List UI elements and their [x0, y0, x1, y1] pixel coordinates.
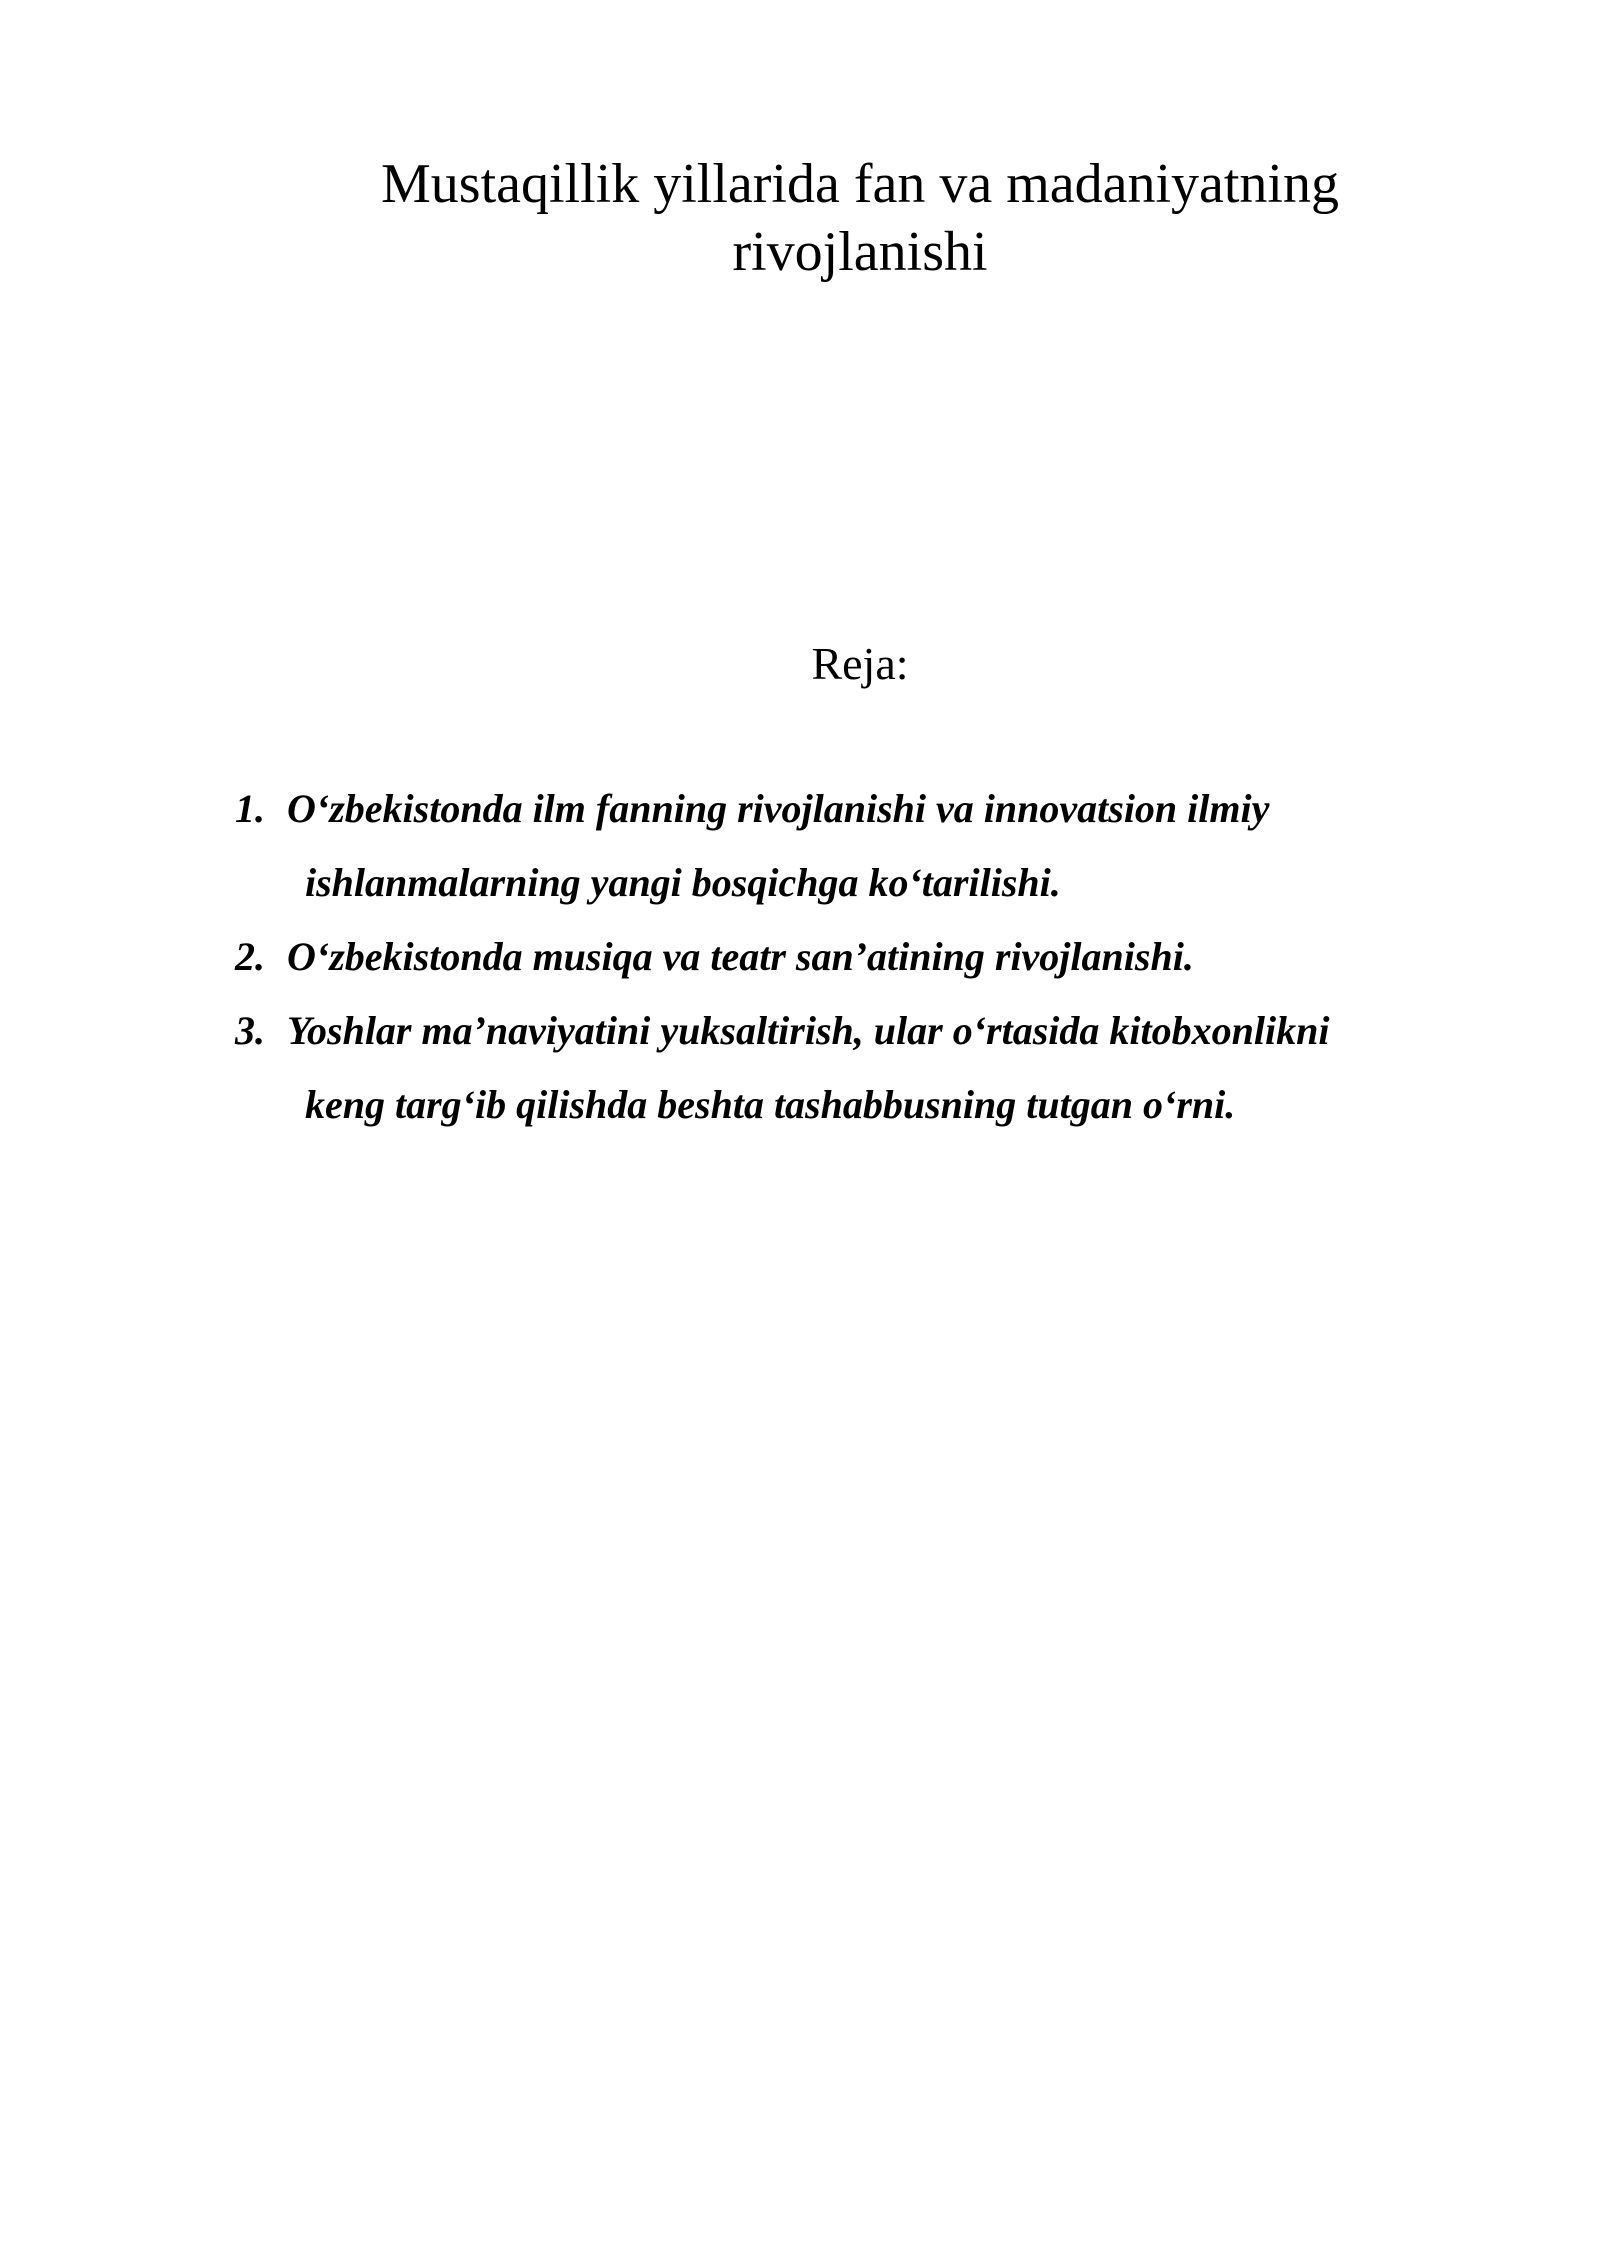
document-title-line-2: rivojlanishi: [732, 221, 988, 283]
document-title-line-1: Mustaqillik yillarida fan va madaniyatning: [381, 153, 1339, 215]
plan-heading: Reja:: [811, 638, 909, 689]
plan-item-number: 1.: [235, 786, 265, 831]
plan-list: [235, 772, 1455, 1142]
plan-item-text: O‘zbekistonda musiqa va teatr san’atining rivojlanishi.: [287, 934, 1194, 979]
plan-item-number: 2.: [235, 934, 265, 979]
plan-item-number: 3.: [235, 1008, 265, 1053]
plan-item-3: [235, 994, 1455, 1142]
document-title: [300, 150, 1420, 286]
plan-item-text-continued: keng targ‘ib qilishda beshta tashabbusning tutgan o‘rni.: [305, 1082, 1236, 1127]
plan-item-1: [235, 772, 1455, 920]
plan-item-text: Yoshlar ma’naviyatini yuksaltirish, ular o‘rtasida kitobxonlikni: [287, 1008, 1330, 1053]
plan-item-2: [235, 920, 1455, 994]
plan-item-text: O‘zbekistonda ilm fanning rivojlanishi va innovatsion ilmiy: [287, 786, 1270, 831]
plan-item-text-continued: ishlanmalarning yangi bosqichga ko‘tarilishi.: [305, 860, 1061, 905]
